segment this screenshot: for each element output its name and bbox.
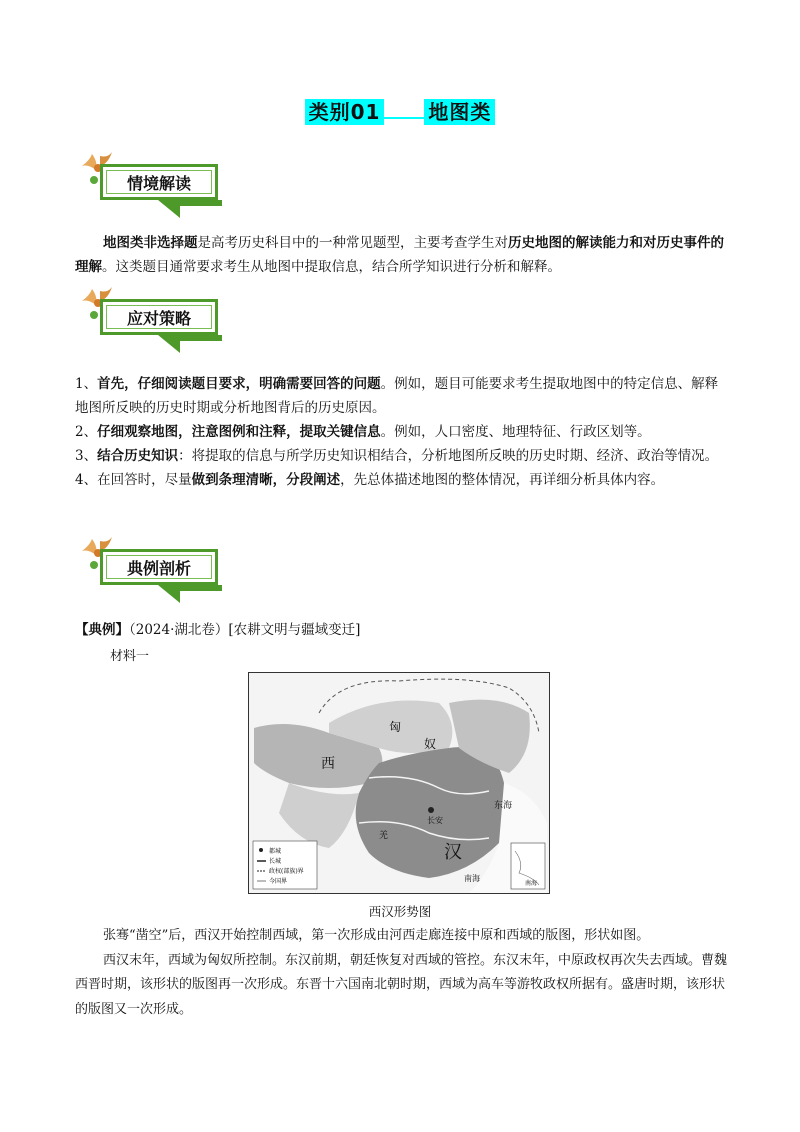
map-label-qiang: 羌	[379, 831, 389, 841]
material-paragraph: 张骞“凿空”后，西汉开始控制西域，第一次形成由河西走廊连接中原和西域的版图，形状如图。	[103, 928, 650, 943]
western-han-map	[249, 673, 549, 893]
inset-label: 南海	[525, 880, 538, 887]
legend-item: 都城	[269, 848, 282, 855]
section-title-strategy: 应对策略	[106, 305, 212, 329]
legend-item: 今国界	[269, 878, 288, 885]
strategy-item: 2、仔细观察地图，注意图例和注释，提取关键信息。例如，人口密度、地理特征、行政区划等。	[75, 424, 651, 440]
map-label-xiongnu2: 奴	[424, 737, 437, 751]
example-header	[75, 618, 725, 642]
material-body	[75, 924, 735, 1022]
historical-map	[248, 672, 550, 894]
page-title	[0, 96, 800, 125]
section-badge-example	[78, 535, 228, 609]
example-tag: 【典例】	[75, 622, 129, 638]
section-title-context: 情境解读	[106, 170, 212, 194]
map-label-changan: 长安	[427, 816, 443, 825]
legend-item: 长城	[269, 858, 282, 865]
title-part1: 类别01	[305, 99, 385, 125]
map-label-nanhai: 南海	[464, 874, 480, 883]
material-label: 材料一	[110, 649, 150, 664]
title-part2: 地图类	[424, 99, 495, 125]
section-badge-strategy	[78, 285, 228, 359]
map-label-donghai: 东海	[494, 801, 513, 811]
map-label-xi: 西	[321, 756, 335, 772]
strategy-item: 3、结合历史知识：将提取的信息与所学历史知识相结合，分析地图所反映的历史时期、经济、政治等情况。	[75, 448, 719, 464]
map-label-xiongnu1: 匈	[389, 720, 402, 734]
legend-item: 政权(部族)界	[269, 868, 304, 875]
material-paragraph: 西汉末年，西域为匈奴所控制。东汉前期，朝廷恢复对西域的管控。东汉末年，中原政权再次失去西域。曹魏西晋时期，该形状的版图再一次形成。东晋十六国南北朝时期，西域为高车等游牧政权所据有。盛唐时期，该形状的版图又一次形成。	[75, 952, 728, 1017]
section-title-example: 典例剖析	[106, 555, 212, 579]
strategy-list	[75, 372, 725, 492]
example-source: （2024·湖北卷）[农耕文明与疆域变迁]	[129, 622, 361, 638]
section-badge-context	[78, 150, 228, 224]
map-label-han: 汉	[444, 842, 462, 863]
strategy-item: 4、在回答时，尽量做到条理清晰，分段阐述，先总体描述地图的整体情况，再详细分析具体内容。	[75, 472, 665, 488]
strategy-item: 1、首先，仔细阅读题目要求，明确需要回答的问题。例如，题目可能要求考生提取地图中的特定信息、解释地图所反映的历史时期或分析地图背后的历史原因。	[75, 376, 719, 416]
intro-paragraph: 地图类非选择题是高考历史科目中的一种常见题型，主要考查学生对历史地图的解读能力和对历史事件的理解。这类题目通常要求考生从地图中提取信息，结合所学知识进行分析和解释。	[75, 235, 724, 275]
map-caption: 西汉形势图	[368, 904, 432, 919]
